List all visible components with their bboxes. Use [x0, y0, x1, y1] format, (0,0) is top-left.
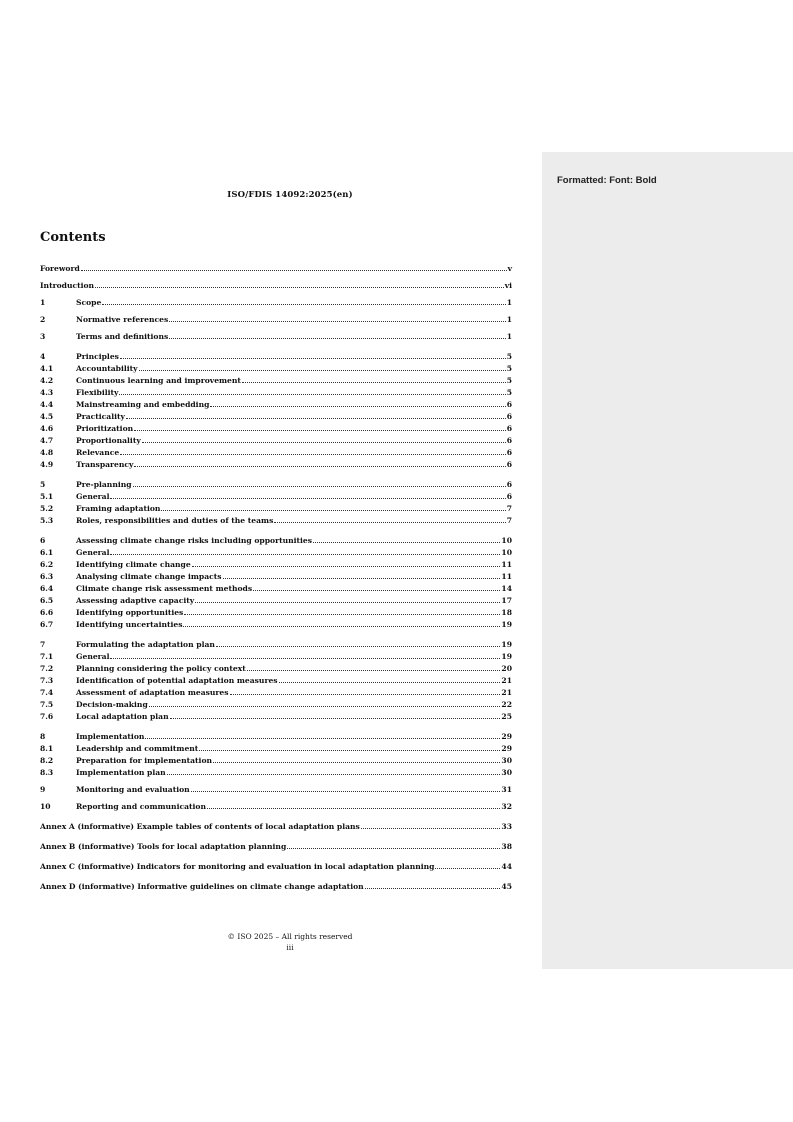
toc-entry-title: Local adaptation plan: [76, 712, 169, 721]
toc-entry-number: 4.5: [40, 412, 54, 421]
toc-entry-title: Formulating the adaptation plan: [76, 640, 215, 649]
toc-dot-leader: [120, 454, 506, 455]
toc-entry-page: 10: [501, 548, 512, 557]
toc-entry-number: 4.1: [40, 364, 54, 373]
toc-dot-leader: [365, 888, 501, 889]
toc-entry[interactable]: [40, 398, 512, 409]
toc-entry-number: 10: [40, 802, 51, 811]
toc-entry-page: 29: [501, 744, 512, 753]
toc-entry-page: 1: [506, 332, 512, 341]
toc-entry-page: 6: [506, 492, 512, 501]
toc-dot-leader: [242, 382, 506, 383]
toc-entry[interactable]: [40, 478, 512, 489]
toc-entry-title: Identification of potential adaptation measures: [76, 676, 278, 685]
toc-entry[interactable]: [40, 330, 512, 341]
toc-entry-page: 7: [506, 516, 512, 525]
toc-entry-number: 6.3: [40, 572, 54, 581]
toc-entry[interactable]: [40, 820, 512, 831]
toc-entry-title: Analysing climate change impacts: [76, 572, 222, 581]
toc-entry-title: Scope: [76, 298, 102, 307]
toc-entry-number: 6: [40, 536, 46, 545]
toc-dot-leader: [210, 406, 505, 407]
toc-entry-title: Mainstreaming and embedding: [76, 400, 210, 409]
toc-dot-leader: [95, 287, 504, 288]
toc-dot-leader: [435, 868, 500, 869]
toc-entry-title: Practicality: [76, 412, 125, 421]
toc-entry[interactable]: [40, 686, 512, 697]
toc-entry-title: Prioritization: [76, 424, 134, 433]
toc-entry-number: 6.4: [40, 584, 54, 593]
toc-dot-leader: [134, 430, 506, 431]
toc-entry-title: Planning considering the policy context: [76, 664, 246, 673]
toc-entry[interactable]: [40, 490, 512, 501]
toc-entry-title: Continuous learning and improvement: [76, 376, 241, 385]
toc-entry-title: Implementation: [76, 732, 145, 741]
toc-entry[interactable]: [40, 638, 512, 649]
toc-entry-page: 19: [501, 620, 512, 629]
toc-dot-leader: [313, 542, 500, 543]
toc-entry-number: 4: [40, 352, 46, 361]
toc-entry-title: Terms and definitions: [76, 332, 169, 341]
toc-entry[interactable]: [40, 350, 512, 361]
toc-entry-page: 11: [501, 572, 512, 581]
toc-entry[interactable]: [40, 662, 512, 673]
toc-entry-page: 20: [501, 664, 512, 673]
toc-entry-number: 3: [40, 332, 46, 341]
toc-dot-leader: [184, 614, 500, 615]
toc-dot-leader: [120, 358, 506, 359]
toc-dot-leader: [110, 554, 500, 555]
toc-entry-title: Framing adaptation: [76, 504, 161, 513]
toc-entry-title: Principles: [76, 352, 119, 361]
toc-entry-number: 8.1: [40, 744, 54, 753]
toc-entry-title: Climate change risk assessment methods: [76, 584, 253, 593]
toc-dot-leader: [183, 626, 500, 627]
toc-dot-leader: [279, 682, 501, 683]
toc-entry-title: Relevance: [76, 448, 120, 457]
toc-dot-leader: [142, 442, 506, 443]
toc-entry-number: 7.6: [40, 712, 54, 721]
toc-entry-page: 5: [506, 388, 512, 397]
toc-entry-title: Pre-planning: [76, 480, 132, 489]
toc-entry[interactable]: [40, 570, 512, 581]
toc-dot-leader: [207, 808, 500, 809]
toc-dot-leader: [167, 774, 501, 775]
toc-dot-leader: [119, 394, 505, 395]
toc-dot-leader: [253, 590, 500, 591]
toc-entry-page: 6: [506, 480, 512, 489]
toc-dot-leader: [169, 321, 505, 322]
toc-entry-page: 1: [506, 298, 512, 307]
toc-entry-title: Annex D (informative) Informative guidelines on climate change adaptation: [40, 882, 364, 891]
toc-dot-leader: [287, 848, 500, 849]
toc-entry-page: v: [507, 264, 512, 273]
toc-entry-number: 6.1: [40, 548, 54, 557]
toc-entry-page: 6: [506, 448, 512, 457]
toc-dot-leader: [102, 304, 505, 305]
toc-entry-page: 11: [501, 560, 512, 569]
toc-dot-leader: [126, 418, 506, 419]
toc-entry[interactable]: [40, 279, 512, 290]
toc-entry-page: 5: [506, 376, 512, 385]
toc-entry-page: vi: [504, 281, 512, 290]
toc-entry-number: 8.2: [40, 756, 54, 765]
toc-entry-number: 5.1: [40, 492, 54, 501]
toc-dot-leader: [139, 370, 506, 371]
toc-entry-title: Assessment of adaptation measures: [76, 688, 229, 697]
toc-entry[interactable]: [40, 754, 512, 765]
toc-entry-title: Preparation for implementation: [76, 756, 213, 765]
toc-entry[interactable]: [40, 410, 512, 421]
toc-entry-number: 4.4: [40, 400, 54, 409]
toc-entry-title: Leadership and commitment: [76, 744, 199, 753]
toc-dot-leader: [199, 750, 500, 751]
toc-entry-title: Annex A (informative) Example tables of contents of local adaptation plans: [40, 822, 360, 831]
toc-entry-title: Accountability: [76, 364, 138, 373]
toc-entry-number: 5.3: [40, 516, 54, 525]
toc-entry[interactable]: [40, 618, 512, 629]
toc-dot-leader: [149, 706, 501, 707]
toc-entry-number: 6.6: [40, 608, 54, 617]
toc-dot-leader: [169, 338, 505, 339]
toc-entry-number: 4.3: [40, 388, 54, 397]
toc-entry-number: 7.2: [40, 664, 54, 673]
toc-entry[interactable]: [40, 262, 512, 273]
toc-entry-page: 38: [501, 842, 512, 851]
formatting-comment[interactable]: Formatted: Font: Bold: [557, 175, 657, 186]
toc-entry[interactable]: [40, 742, 512, 753]
toc-entry-title: Transparency: [76, 460, 134, 469]
toc-entry-page: 1: [506, 315, 512, 324]
toc-entry-title: General: [76, 652, 110, 661]
toc-entry[interactable]: [40, 710, 512, 721]
toc-dot-leader: [230, 694, 501, 695]
toc-entry-title: Identifying uncertainties: [76, 620, 183, 629]
toc-entry-number: 5: [40, 480, 46, 489]
toc-entry-page: 19: [501, 652, 512, 661]
toc-entry[interactable]: [40, 698, 512, 709]
toc-entry-page: 33: [501, 822, 512, 831]
toc-dot-leader: [145, 738, 500, 739]
toc-entry-page: 44: [501, 862, 512, 871]
footer-copyright: © ISO 2025 – All rights reserved: [227, 932, 353, 941]
toc-entry[interactable]: [40, 546, 512, 557]
toc-entry[interactable]: [40, 674, 512, 685]
toc-dot-leader: [161, 510, 505, 511]
toc-entry-page: 6: [506, 400, 512, 409]
toc-entry[interactable]: [40, 434, 512, 445]
toc-dot-leader: [247, 670, 501, 671]
toc-entry-number: 7.3: [40, 676, 54, 685]
toc-entry-number: 6.7: [40, 620, 54, 629]
toc-entry-title: Roles, responsibilities and duties of the teams: [76, 516, 274, 525]
toc-dot-leader: [134, 466, 505, 467]
toc-entry[interactable]: [40, 860, 512, 871]
toc-entry-page: 14: [501, 584, 512, 593]
toc-dot-leader: [133, 486, 506, 487]
toc-entry-page: 18: [501, 608, 512, 617]
toc-entry[interactable]: [40, 650, 512, 661]
toc-entry-page: 5: [506, 364, 512, 373]
toc-entry-number: 6.2: [40, 560, 54, 569]
toc-dot-leader: [195, 602, 500, 603]
toc-entry[interactable]: [40, 458, 512, 469]
toc-dot-leader: [81, 270, 507, 271]
toc-entry[interactable]: [40, 534, 512, 545]
toc-entry-title: Introduction: [40, 281, 95, 290]
toc-dot-leader: [110, 498, 505, 499]
toc-entry-number: 5.2: [40, 504, 54, 513]
toc-entry[interactable]: [40, 730, 512, 741]
toc-entry[interactable]: [40, 374, 512, 385]
toc-entry[interactable]: [40, 606, 512, 617]
toc-entry[interactable]: [40, 422, 512, 433]
toc-entry[interactable]: [40, 783, 512, 794]
toc-dot-leader: [110, 658, 500, 659]
toc-entry-number: 7.4: [40, 688, 54, 697]
toc-entry-page: 7: [506, 504, 512, 513]
toc-entry-page: 32: [501, 802, 512, 811]
toc-entry-title: Monitoring and evaluation: [76, 785, 190, 794]
toc-entry-title: General: [76, 492, 110, 501]
toc-entry-title: Reporting and communication: [76, 802, 206, 811]
toc-entry-title: Annex B (informative) Tools for local adaptation planning: [40, 842, 287, 851]
toc-entry-page: 6: [506, 436, 512, 445]
toc-dot-leader: [361, 828, 501, 829]
toc-dot-leader: [191, 791, 501, 792]
toc-entry-title: Decision-making: [76, 700, 148, 709]
toc-entry[interactable]: [40, 313, 512, 324]
toc-entry-number: 4.2: [40, 376, 54, 385]
toc-entry-page: 17: [501, 596, 512, 605]
toc-entry-number: 8.3: [40, 768, 54, 777]
toc-entry-number: 4.6: [40, 424, 54, 433]
toc-entry[interactable]: [40, 582, 512, 593]
toc-entry-title: Flexibility: [76, 388, 119, 397]
toc-entry-number: 7.5: [40, 700, 54, 709]
toc-entry-number: 9: [40, 785, 46, 794]
toc-entry-title: Assessing climate change risks including opportunities: [76, 536, 313, 545]
toc-entry-number: 4.7: [40, 436, 54, 445]
toc-dot-leader: [192, 566, 501, 567]
toc-entry-page: 6: [506, 460, 512, 469]
toc-dot-leader: [216, 646, 501, 647]
toc-entry-number: 7: [40, 640, 46, 649]
toc-entry[interactable]: [40, 840, 512, 851]
document-header: ISO/FDIS 14092:2025(en): [227, 190, 353, 200]
toc-entry-page: 30: [501, 756, 512, 765]
toc-entry[interactable]: [40, 766, 512, 777]
toc-entry-page: 6: [506, 412, 512, 421]
toc-entry-number: 1: [40, 298, 46, 307]
toc-entry[interactable]: [40, 446, 512, 457]
toc-entry-title: General: [76, 548, 110, 557]
toc-entry[interactable]: [40, 296, 512, 307]
toc-entry-page: 21: [501, 676, 512, 685]
toc-entry-number: 8: [40, 732, 46, 741]
toc-entry-title: Proportionality: [76, 436, 141, 445]
toc-entry-title: Assessing adaptive capacity: [76, 596, 195, 605]
toc-entry-number: 2: [40, 315, 46, 324]
toc-entry-title: Annex C (informative) Indicators for monitoring and evaluation in local adaptation planning: [40, 862, 435, 871]
toc-entry[interactable]: [40, 502, 512, 513]
toc-entry-title: Identifying opportunities: [76, 608, 184, 617]
toc-entry-page: 25: [501, 712, 512, 721]
toc-entry-page: 30: [501, 768, 512, 777]
toc-entry-page: 21: [501, 688, 512, 697]
toc-dot-leader: [213, 762, 500, 763]
toc-entry-page: 22: [501, 700, 512, 709]
toc-entry-number: 6.5: [40, 596, 54, 605]
footer-page-number: iii: [286, 943, 294, 952]
toc-entry[interactable]: [40, 386, 512, 397]
toc-entry-page: 19: [501, 640, 512, 649]
toc-entry[interactable]: [40, 880, 512, 891]
comment-pane: [542, 152, 793, 969]
toc-entry-title: Identifying climate change: [76, 560, 191, 569]
toc-entry[interactable]: [40, 362, 512, 373]
toc-entry-page: 45: [501, 882, 512, 891]
toc-entry-page: 29: [501, 732, 512, 741]
toc-entry[interactable]: [40, 594, 512, 605]
toc-entry-title: Normative references: [76, 315, 169, 324]
toc-entry-number: 4.8: [40, 448, 54, 457]
toc-entry-number: 4.9: [40, 460, 54, 469]
toc-entry-title: Implementation plan: [76, 768, 166, 777]
toc-entry-title: Foreword: [40, 264, 80, 273]
toc-entry-page: 6: [506, 424, 512, 433]
toc-entry[interactable]: [40, 558, 512, 569]
toc-entry-page: 31: [501, 785, 512, 794]
toc-entry[interactable]: [40, 514, 512, 525]
toc-dot-leader: [223, 578, 501, 579]
toc-entry[interactable]: [40, 800, 512, 811]
toc-entry-page: 10: [501, 536, 512, 545]
toc-dot-leader: [274, 522, 505, 523]
toc-entry-number: 7.1: [40, 652, 54, 661]
toc-entry-page: 5: [506, 352, 512, 361]
toc-dot-leader: [170, 718, 501, 719]
contents-title: Contents: [40, 230, 106, 245]
